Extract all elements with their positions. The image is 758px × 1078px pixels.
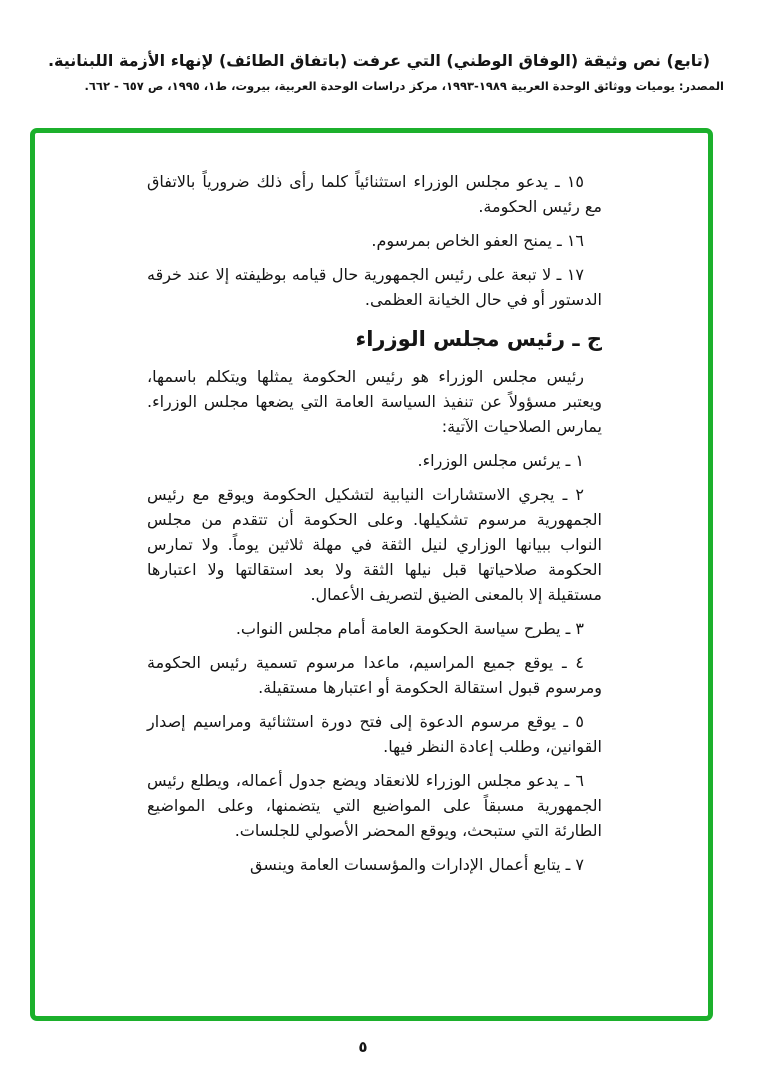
clause-6: ٦ ـ يدعو مجلس الوزراء للانعقاد ويضع جدول أعماله، ويطلع رئيس الجمهورية مسبقاً على المواضيع التي يتضمنها، وعلى المواضيع الطارئة التي ستبحث، ويوقع المحضر الأصولي للجلسات.	[147, 771, 602, 840]
source-citation: المصدر: يوميات ووثائق الوحدة العربية ١٩٨٩-١٩٩٣، مركز دراسات الوحدة العربية، بيروت، ط١، ١٩٩٥، ص ٦٥٧ - ٦٦٢.	[84, 79, 724, 94]
clause-16: ١٦ ـ يمنح العفو الخاص بمرسوم.	[371, 231, 584, 250]
section-heading-prime-minister: ج ـ رئيس مجلس الوزراء	[355, 327, 602, 351]
clause-1: ١ ـ يرئس مجلس الوزراء.	[417, 451, 584, 470]
clause-5: ٥ ـ يوقع مرسوم الدعوة إلى فتح دورة استثنائية ومراسيم إصدار القوانين، وطلب إعادة النظر فيها.	[147, 712, 602, 756]
document-title: (تابع) نص وثيقة (الوفاق الوطني) التي عرفت (باتفاق الطائف) لإنهاء الأزمة اللبنانية.	[47, 51, 711, 70]
clause-17: ١٧ ـ لا تبعة على رئيس الجمهورية حال قيامه بوظيفته إلا عند خرقه الدستور أو في حال الخيانة العظمى.	[147, 265, 602, 309]
section-intro: رئيس مجلس الوزراء هو رئيس الحكومة يمثلها ويتكلم باسمها، ويعتبر مسؤولاً عن تنفيذ السياسة العامة التي يضعها مجلس الوزراء. يمارس الصلاحيات الآتية:	[147, 367, 602, 436]
document-body	[35, 133, 708, 877]
clause-3: ٣ ـ يطرح سياسة الحكومة العامة أمام مجلس النواب.	[235, 619, 584, 638]
page-number: ٥	[358, 1038, 368, 1056]
page-header	[0, 0, 758, 96]
clause-2: ٢ ـ يجري الاستشارات النيابية لتشكيل الحكومة ويوقع مع رئيس الجمهورية مرسوم تشكيلها. وعلى الحكومة أن تتقدم من مجلس النواب ببيانها الوزاري لنيل الثقة في مهلة ثلاثين يوماً. ولا تمارس الحكومة صلاحياتها قبل نيلها الثقة ولا بعد استقالتها ولا اعتبارها مستقيلة إلا بالمعنى الضيق لتصريف الأعمال.	[147, 485, 602, 604]
document-border-box	[30, 128, 713, 1021]
clause-15: ١٥ ـ يدعو مجلس الوزراء استثنائياً كلما رأى ذلك ضرورياً بالاتفاق مع رئيس الحكومة.	[147, 172, 602, 216]
clause-4: ٤ ـ يوقع جميع المراسيم، ماعدا مرسوم تسمية رئيس الحكومة ومرسوم قبول استقالة الحكومة أو اعتبارها مستقيلة.	[147, 653, 602, 697]
clause-7: ٧ ـ يتابع أعمال الإدارات والمؤسسات العامة وينسق	[250, 855, 584, 874]
